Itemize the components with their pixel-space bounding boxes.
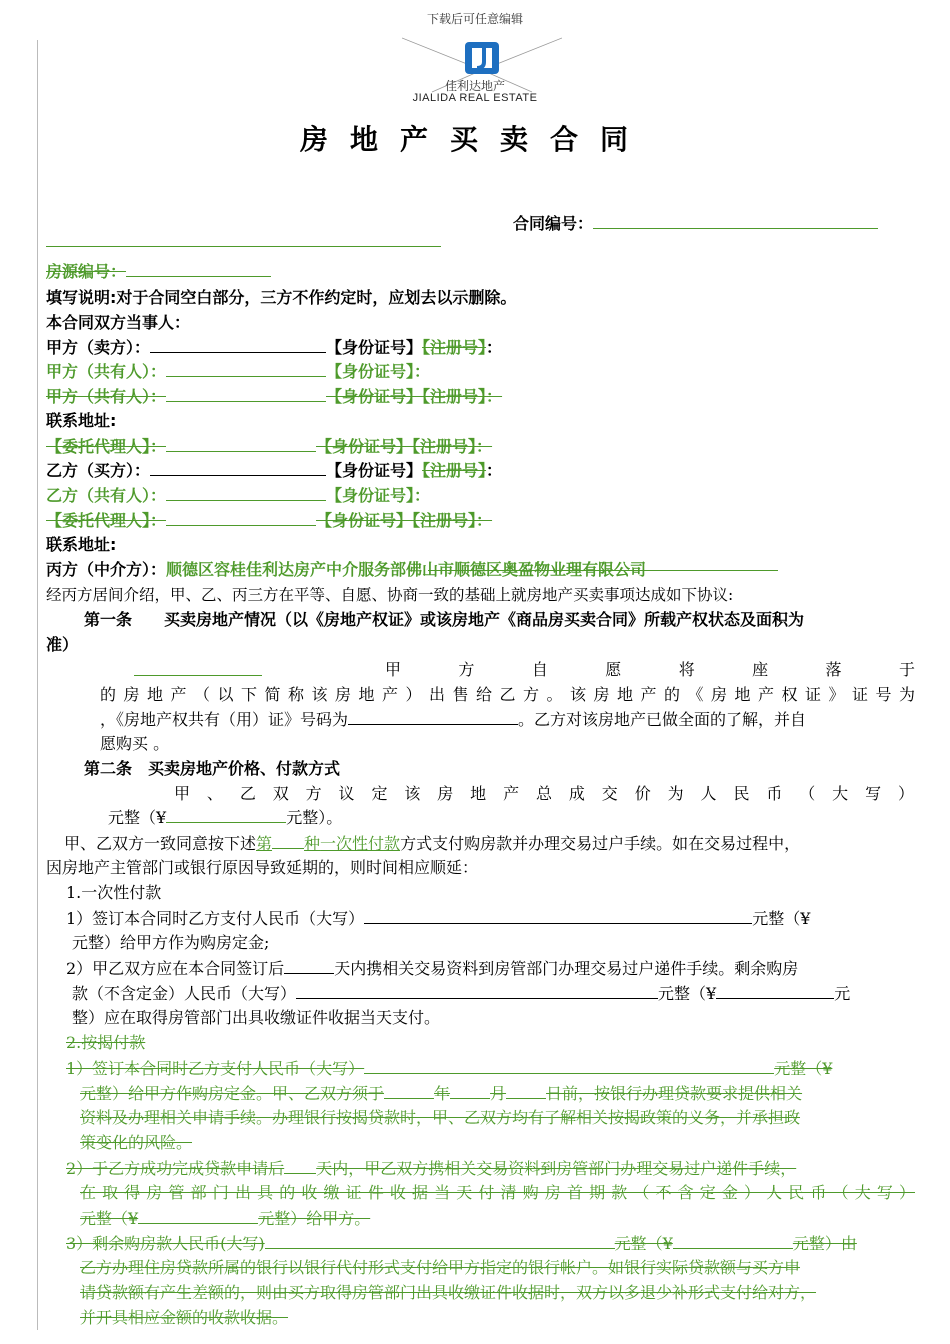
payment-2-item-3: 3）剩余购房款人民币(大写) 元整（¥ 元整）由: [66, 1234, 857, 1253]
buyer-agent-label: 【委托代理人】：: [46, 511, 167, 530]
document-title: 房地产买卖合同: [299, 123, 650, 156]
payment-2-title: 2.按揭付款: [66, 1033, 146, 1052]
article-2-para-2: 元整（¥ 元整）。: [108, 808, 343, 827]
payment-1-item-1: 1）签订本合同时乙方支付人民币（大写） 元整（¥: [66, 909, 811, 928]
intermediary-name: 顺德区容桂佳利达房产中介服务部佛山市顺德区奥盈物业理有限公司: [166, 560, 647, 579]
payment-2-item-2-cont: 在取得房管部门出具的收缴证件收据当天付清购房首期款（不含定金）人民币（大写）: [80, 1183, 915, 1202]
seller-agent-row: 【委托代理人】： 【身份证号】【注册号】：: [46, 437, 493, 456]
top-note: 下载后可任意编辑: [426, 12, 523, 26]
seller-co-owner-row-2: 甲方（共有人）： 【身份证号】【注册号】：: [46, 387, 503, 406]
listing-number-label: 房源编号：: [46, 262, 127, 281]
remaining-amount-field[interactable]: [296, 982, 658, 999]
seller-co-owner-label-1: 甲方（共有人）：: [46, 362, 167, 381]
payment-1-item-1-cont: 元整）给甲方作为购房定金;: [72, 933, 270, 952]
instruction-text: 填写说明:对于合同空白部分，三方不作约定时，应划去以示删除。: [46, 288, 517, 307]
buyer-address-label: 联系地址:: [46, 535, 117, 554]
listing-number-field[interactable]: [126, 260, 271, 277]
seller-row: 甲方（卖方）： 【身份证号】【注册号】：: [46, 338, 503, 357]
article-2-para-4: 因房地产主管部门或银行原因导致延期的，则时间相应顺延：: [46, 858, 479, 877]
intermediary-label: 丙方（中介方）：: [46, 560, 167, 579]
buyer-agent-row: 【委托代理人】： 【身份证号】【注册号】：: [46, 511, 493, 530]
payment-1-item-2-end: 整）应在取得房管部门出具收缴证件收据当天支付。: [72, 1008, 441, 1027]
intermediary-row: [46, 559, 646, 581]
payment-1-item-2: 2）甲乙双方应在本合同签订后 天内携相关交易资料到房管部门办理交易过户递件手续。剩余购房: [66, 959, 799, 978]
remaining-number-field[interactable]: [716, 982, 834, 999]
payment-2-item-1-cont: 元整）给甲方作购房定金。甲、乙双方须于 年 月 日前，按银行办理贷款要求提供相关: [80, 1084, 803, 1103]
seller-agent-field[interactable]: [166, 435, 316, 452]
seller-co-owner-label-2: 甲方（共有人）：: [46, 387, 167, 406]
article-1-para-4: 愿购买 。: [100, 734, 170, 753]
payment-2-item-3-cont-2: 请贷款额有产生差额的，则由买方取得房管部门出具收缴证件收据时，双方以多退少补形式支付给对方，: [80, 1283, 817, 1302]
seller-id-label: 【身份证号】: [326, 338, 423, 357]
payment-2-item-2-end: 元整（¥ 元整）给甲方。: [80, 1209, 371, 1228]
seller-co-owner-field-2[interactable]: [166, 385, 326, 402]
payment-2-item-1: 1）签订本合同时乙方支付人民币（大写） 元整（¥: [66, 1059, 833, 1078]
article-2-title: 第二条 买卖房地产价格、付款方式: [84, 759, 341, 778]
contract-number-field-2[interactable]: [733, 212, 878, 229]
seller-co-owner-field-1[interactable]: [166, 360, 326, 377]
contract-number-label: 合同编号：: [513, 214, 594, 233]
seller-co-owner-row-1: 甲方（共有人）： 【身份证号】：: [46, 362, 431, 381]
seller-label: 甲方（卖方）：: [46, 338, 151, 357]
contract-number-field[interactable]: [593, 212, 733, 229]
payment-2-item-1-cont-2: 资料及办理相关申请手续。办理银行按揭贷款时，甲、乙双方均有了解相关按揭政策的义务，并承担政: [80, 1108, 801, 1127]
buyer-name-field[interactable]: [150, 459, 326, 476]
article-1-para-1: 甲 方 自 愿 将 座 落 于: [385, 660, 915, 679]
divider-line: [46, 246, 441, 247]
property-location-field: [134, 659, 262, 682]
buyer-agent-field[interactable]: [166, 509, 316, 526]
article-2-para-3: 甲、乙双方一致同意按下述第 种一次性付款方式支付购房款并办理交易过户手续。如在交易过程中，: [64, 834, 801, 853]
payment-1-item-2-cont: 款（不含定金）人民币（大写） 元整（¥ 元: [72, 984, 851, 1003]
payment-2-item-3-cont: 乙方办理住房贷款所属的银行以银行代付形式支付给甲方指定的银行帐户。如银行实际贷款额与买方申: [80, 1258, 801, 1277]
logo-english-name: JIALIDA REAL ESTATE: [412, 92, 538, 104]
logo-chinese-name: 佳利达地产: [444, 79, 505, 93]
seller-address-label: 联系地址:: [46, 411, 117, 430]
article-2-para-1: 甲、乙双方议定该房地产总成交价为人民币（大写）: [174, 784, 914, 803]
buyer-co-owner-label: 乙方（共有人）：: [46, 486, 167, 505]
article-1-title-cont: 准）: [46, 635, 79, 654]
buyer-co-owner-field[interactable]: [166, 484, 326, 501]
seller-reg-label: 【注册号】: [422, 338, 487, 357]
payment-2-item-2: 2）于乙方成功完成贷款申请后 天内，甲乙双方携相关交易资料到房管部门办理交易过户递件手续，: [66, 1159, 797, 1178]
article-1-para-3: ，《房地产权共有（用）证》号码为 。乙方对该房地产已做全面的了解，并自: [100, 710, 807, 729]
co-ownership-cert-field[interactable]: [348, 708, 518, 725]
buyer-co-owner-row: 乙方（共有人）： 【身份证号】：: [46, 486, 431, 505]
days-field[interactable]: [284, 957, 334, 974]
payment-method-field[interactable]: [272, 832, 304, 849]
deposit-amount-field[interactable]: [364, 907, 752, 924]
seller-name-field[interactable]: [150, 336, 326, 353]
seller-agent-label: 【委托代理人】：: [46, 437, 167, 456]
buyer-row: 乙方（买方）： 【身份证号】【注册号】：: [46, 461, 503, 480]
payment-2-item-3-end: 并开具相应金额的收款收据。: [80, 1308, 289, 1327]
margin-line: [37, 40, 38, 1330]
total-price-number-field[interactable]: [166, 806, 286, 823]
contract-number-row: [513, 212, 878, 235]
buyer-label: 乙方（买方）：: [46, 461, 151, 480]
article-1-para-2: 的房地产（以下简称该房地产）出售给乙方。该房地产的《房地产权证》证号为: [100, 685, 915, 704]
payment-1-title: 1.一次性付款: [66, 883, 162, 902]
intro-text: 经丙方居间介绍，甲、乙、丙三方在平等、自愿、协商一致的基础上就房地产买卖事项达成如下协议:: [46, 586, 734, 604]
listing-number-row: [46, 260, 271, 283]
parties-heading: 本合同双方当事人：: [46, 313, 191, 332]
article-1-title: 第一条 买卖房地产情况（以《房地产权证》或该房地产《商品房买卖合同》所载产权状态及面积为: [84, 610, 805, 629]
payment-2-item-1-end: 策变化的风险。: [80, 1133, 193, 1152]
